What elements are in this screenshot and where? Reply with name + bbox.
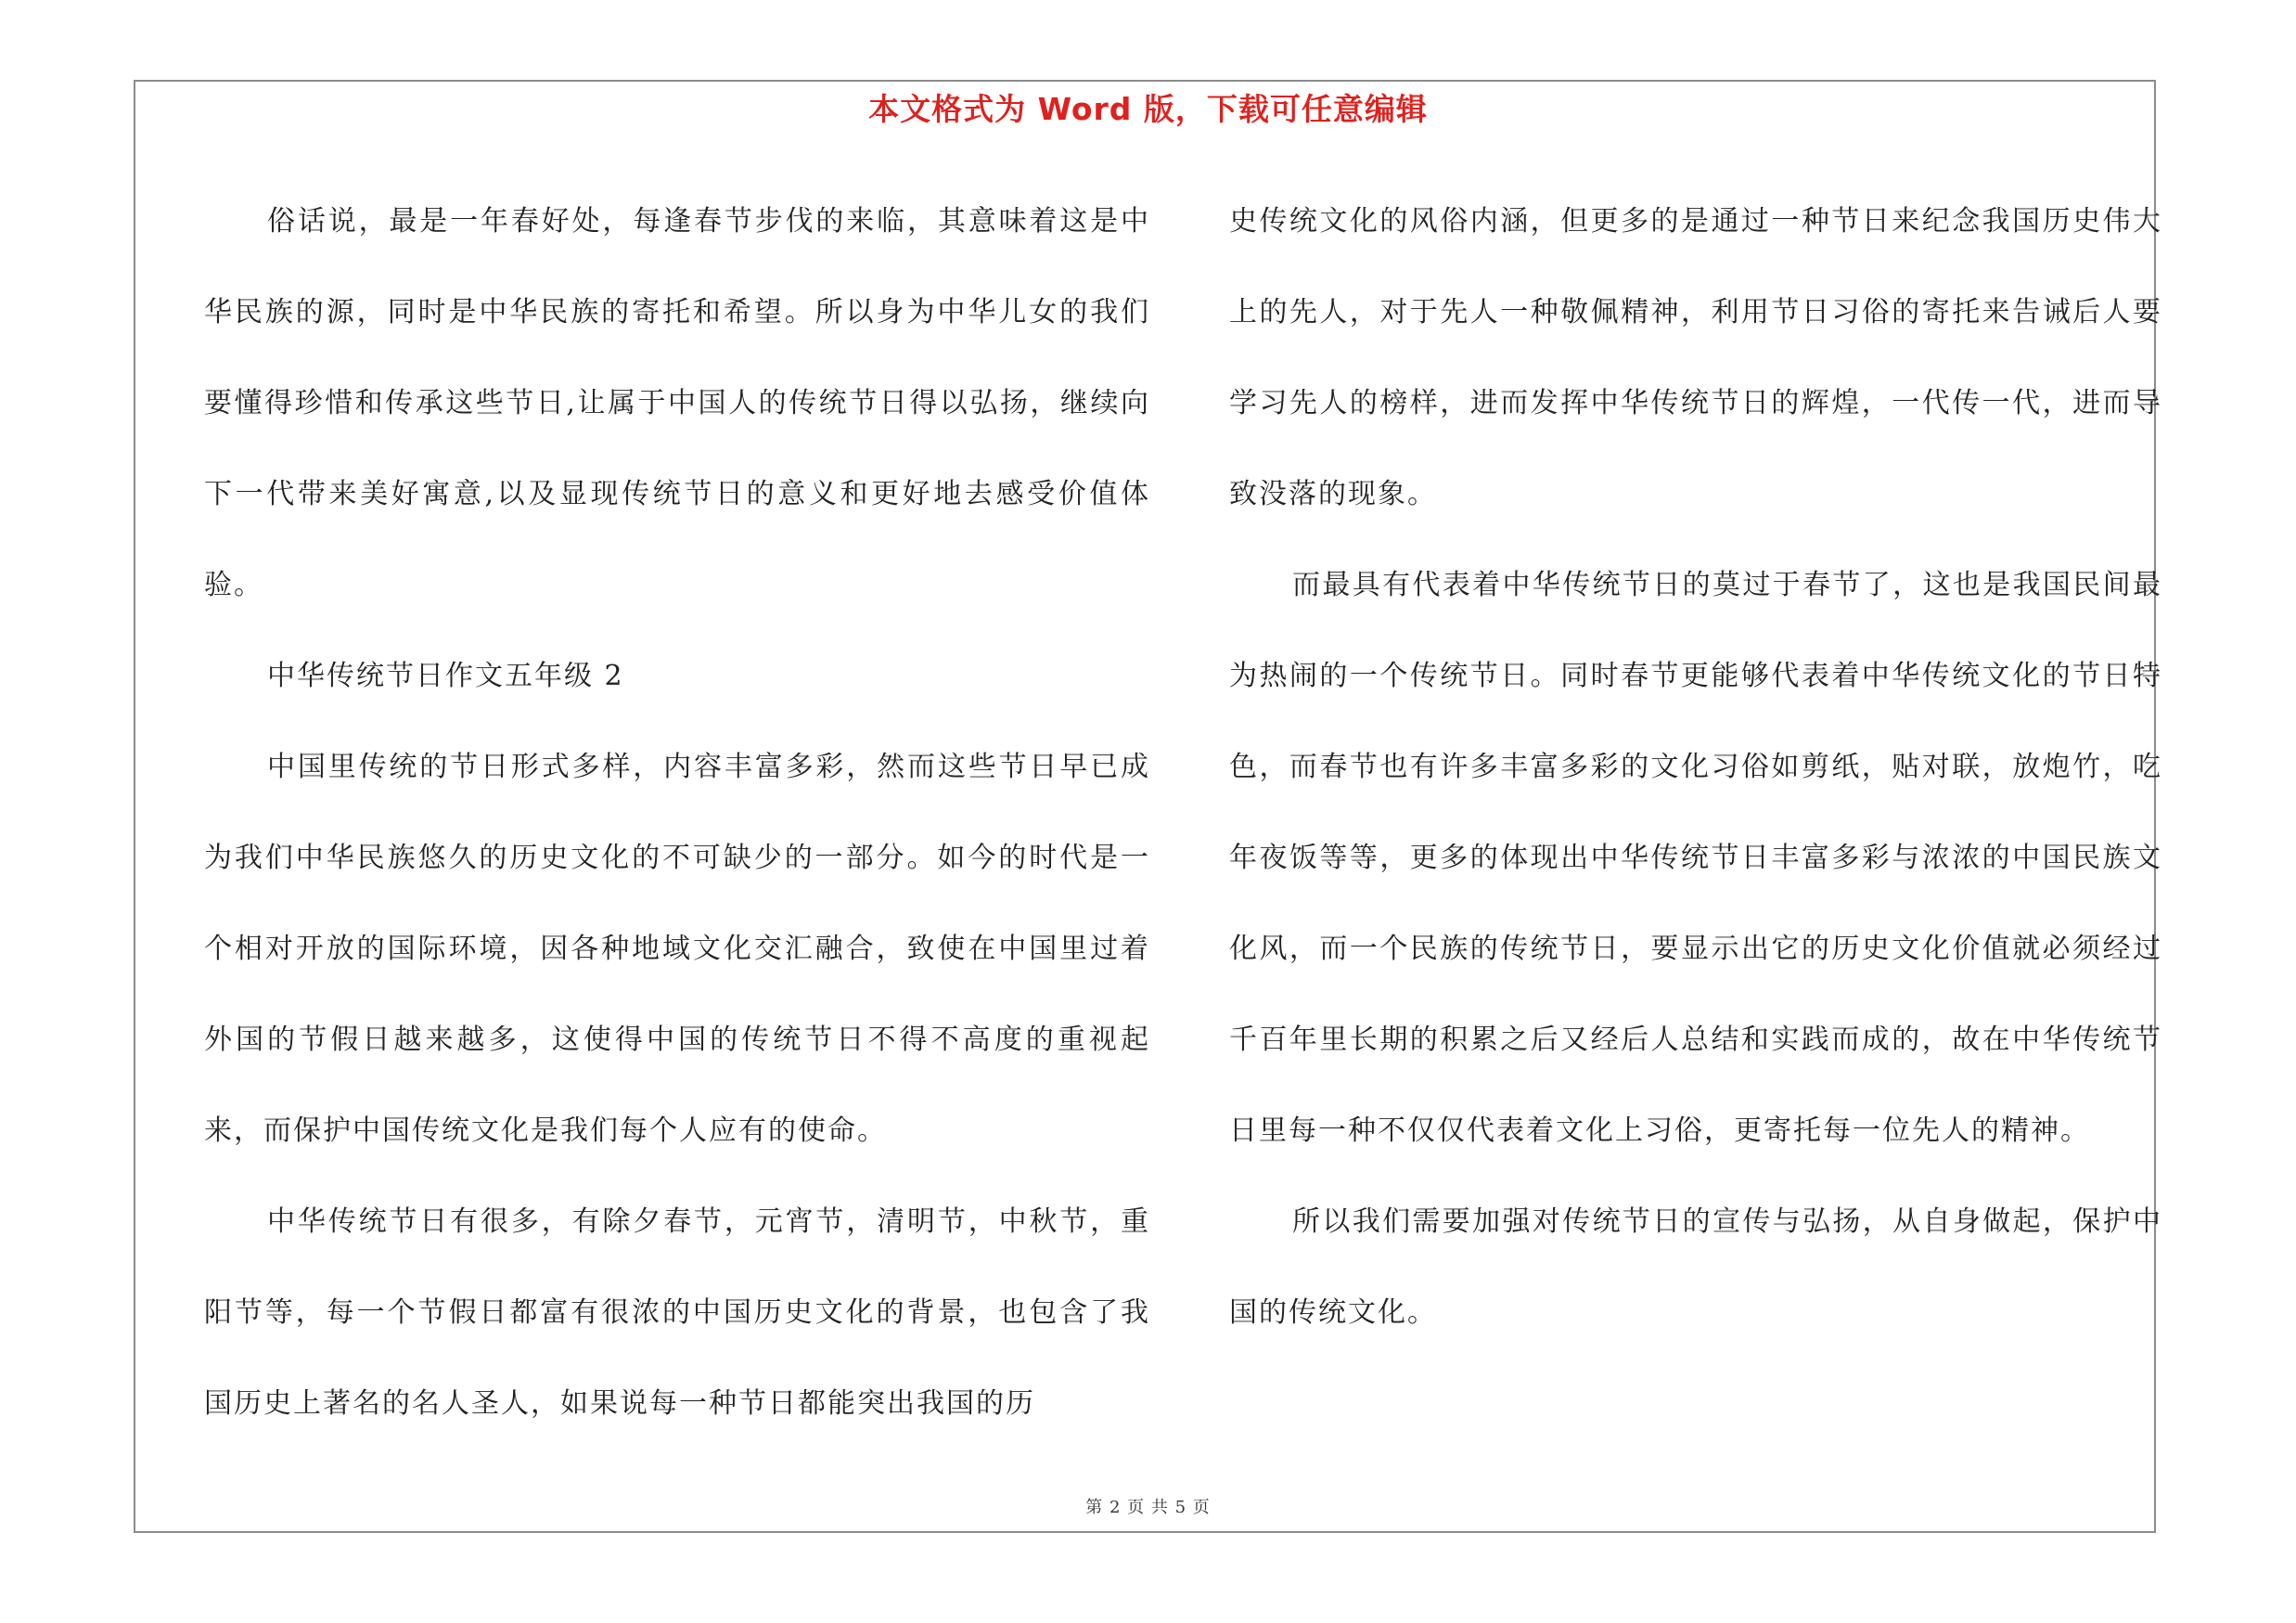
section-heading: 中华传统节日作文五年级 2 [267,660,624,692]
paragraph: 所以我们需要加强对传统节日的宣传与弘扬，从自身做起，保护中国的传统文化。 [1229,1205,2162,1329]
left-text-column [204,176,1150,1449]
paragraph: 中华传统节日有很多，有除夕春节，元宵节，清明节，中秋节，重阳节等，每一个节假日都富有很浓的中国历史文化的背景，也包含了我国历史上著名的名人圣人，如果说每一种节日都能突出我国的历 [204,1205,1150,1420]
page-number: 第 2 页 共 5 页 [1085,1498,1211,1517]
right-text-column [1229,176,2162,1359]
paragraph: 而最具有代表着中华传统节日的莫过于春节了，这也是我国民间最为热闹的一个传统节日。同时春节更能够代表着中华传统文化的节日特色，而春节也有许多丰富多彩的文化习俗如剪纸，贴对联，放炮竹，吃年夜饭等等，更多的体现出中华传统节日丰富多彩与浓浓的中国民族文化风，而一个民族的传统节日，要显示出它的历史文化价值就必须经过千百年里长期的积累之后又经后人总结和实践而成的，故在中华传统节日里每一种不仅仅代表着文化上习俗，更寄托每一位先人的精神。 [1229,569,2162,1147]
paragraph: 俗话说，最是一年春好处，每逢春节步伐的来临，其意味着这是中华民族的源，同时是中华民族的寄托和希望。所以身为中华儿女的我们要懂得珍惜和传承这些节日,让属于中国人的传统节日得以弘扬，继续向下一代带来美好寓意,以及显现传统节日的意义和更好地去感受价值体验。 [204,205,1150,601]
paragraph-continued: 史传统文化的风俗内涵，但更多的是通过一种节日来纪念我国历史伟大上的先人，对于先人一种敬佩精神，利用节日习俗的寄托来告诫后人要学习先人的榜样，进而发挥中华传统节日的辉煌，一代传一代，进而导致没落的现象。 [1229,205,2162,510]
paragraph: 中国里传统的节日形式多样，内容丰富多彩，然而这些节日早已成为我们中华民族悠久的历史文化的不可缺少的一部分。如今的时代是一个相对开放的国际环境，因各种地域文化交汇融合，致使在中国里过着外国的节假日越来越多，这使得中国的传统节日不得不高度的重视起来，而保护中国传统文化是我们每个人应有的使命。 [204,751,1150,1147]
document-header-notice: 本文格式为 Word 版，下载可任意编辑 [868,91,1428,127]
